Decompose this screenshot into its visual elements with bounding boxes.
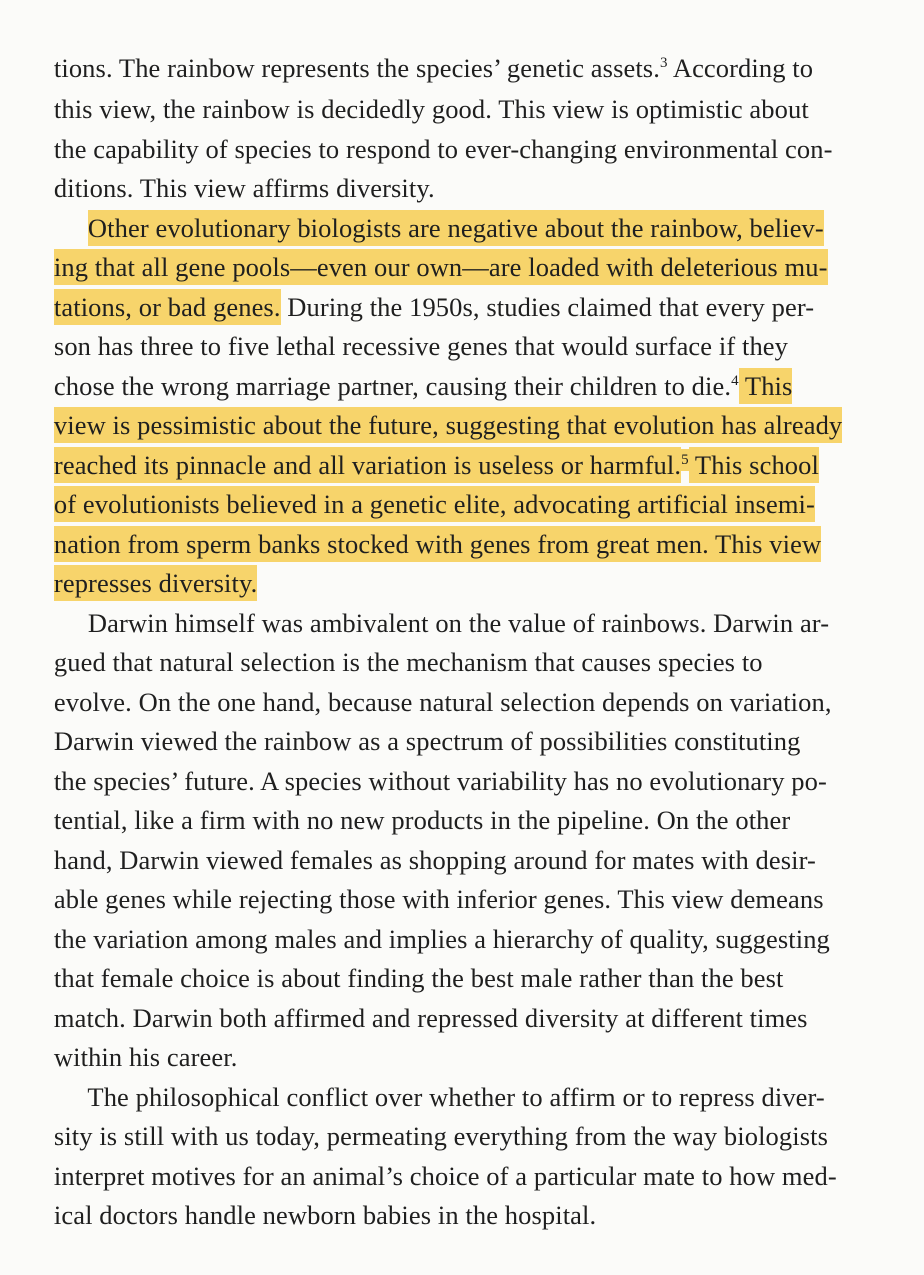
text-span: son has three to five lethal recessive genes that would surface if they [53, 331, 789, 361]
text-span: Darwin viewed the rainbow as a spectrum of possibilities constituting [53, 726, 801, 756]
text-span: The philosophical conflict over whether to affirm or to repress diver- [87, 1082, 825, 1112]
text-span: the variation among males and implies a hierarchy of quality, suggesting [53, 924, 830, 954]
highlighted-text: This [739, 368, 793, 404]
text-span: ical doctors handle newborn babies in the hospital. [53, 1200, 597, 1230]
highlighted-text: nation from sperm banks stocked with genes from great men. This view [54, 526, 821, 562]
text-span: tential, like a firm with no new products in the pipeline. On the other [53, 805, 791, 835]
highlighted-text: of evolutionists believed in a genetic elite, advocating artificial insemi- [54, 486, 815, 522]
text-span: tions. The rainbow represents the species’ genetic assets. [53, 53, 660, 83]
text-span: interpret motives for an animal’s choice of a particular mate to how med- [53, 1161, 837, 1191]
text-span: gued that natural selection is the mechanism that causes species to [53, 647, 763, 677]
text-span: the capability of species to respond to ever-changing environmental con- [53, 134, 833, 164]
highlighted-text: Other evolutionary biologists are negative about the rainbow, believ- [88, 210, 824, 246]
text-span: this view, the rainbow is decidedly good. This view is optimistic about [53, 94, 809, 124]
text-span: sity is still with us today, permeating everything from the way biologists [53, 1121, 828, 1151]
footnote-marker: 5 [681, 449, 689, 471]
text-span: within his career. [53, 1042, 238, 1072]
footnote-marker: 3 [659, 55, 668, 71]
highlighted-text: reached its pinnacle and all variation is useless or harmful. [54, 447, 681, 483]
highlighted-text: ing that all gene pools—even our own—are loaded with deleterious mu- [54, 249, 828, 285]
text-span: chose the wrong marriage partner, causing their children to die. [53, 371, 732, 401]
footnote-marker: 4 [731, 373, 739, 389]
highlighted-text: This school [689, 447, 819, 483]
highlighted-text: tations, or bad genes. [54, 289, 281, 325]
text-span: able genes while rejecting those with inferior genes. This view demeans [53, 884, 824, 914]
highlighted-text: represses diversity. [54, 565, 257, 601]
text-span: During the 1950s, studies claimed that every per- [280, 292, 815, 322]
text-span: hand, Darwin viewed females as shopping around for mates with desir- [53, 845, 816, 875]
text-span: that female choice is about finding the best male rather than the best [53, 963, 784, 993]
text-line [27, 1155, 596, 1275]
text-span: match. Darwin both affirmed and repressed diversity at different times [53, 1003, 808, 1033]
highlighted-text: view is pessimistic about the future, suggesting that evolution has already [54, 407, 842, 443]
text-span: the species’ future. A species without variability has no evolutionary po- [53, 766, 827, 796]
text-span: ditions. This view affirms diversity. [53, 173, 435, 203]
text-span: According to [667, 53, 814, 83]
text-span: Darwin himself was ambivalent on the value of rainbows. Darwin ar- [87, 608, 830, 638]
text-span: evolve. On the one hand, because natural selection depends on variation, [53, 687, 832, 717]
